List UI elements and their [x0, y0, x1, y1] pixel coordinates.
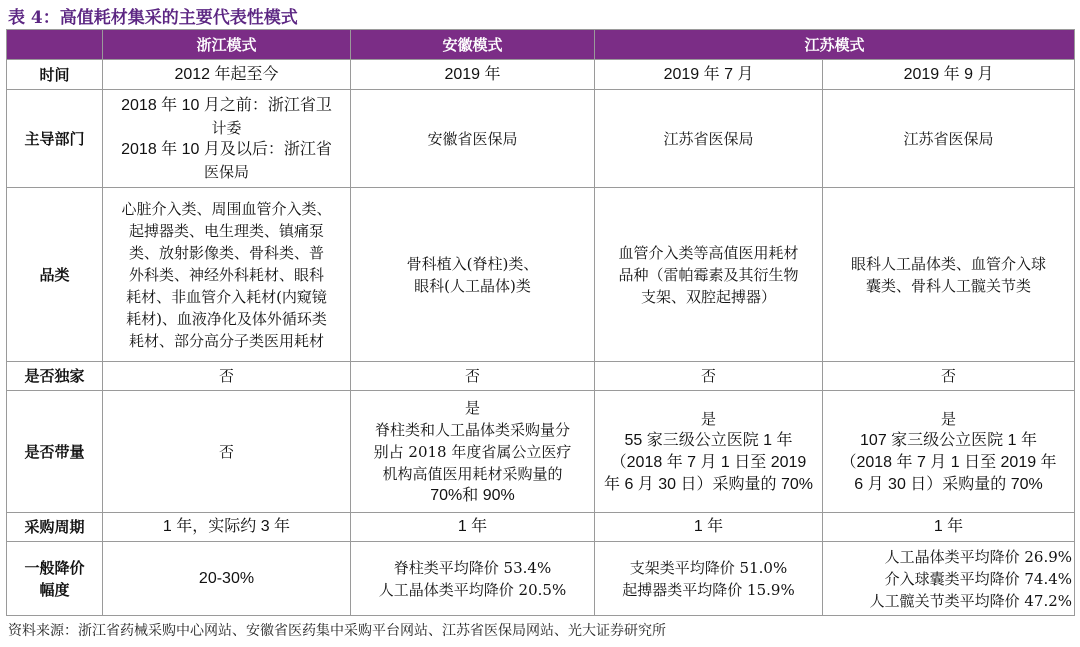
volume-jiangsu-sept-line: 是 [941, 409, 957, 428]
dept-zhejiang [103, 90, 351, 188]
row-label-price-line: 幅度 [39, 580, 70, 599]
category-jiangsu-july-line: 支架、双腔起搏器） [640, 287, 776, 306]
cycle-zhejiang: 1 年，实际约 3 年 [103, 513, 351, 542]
time-jiangsu-july: 2019 年 7 月 [595, 60, 823, 90]
dept-jiangsu-july: 江苏省医保局 [595, 90, 823, 188]
category-jiangsu-sept [823, 188, 1075, 362]
row-label-time: 时间 [7, 60, 103, 90]
volume-jiangsu-july [595, 391, 823, 513]
price-anhui-line: 人工晶体类平均降价 20.5% [378, 580, 567, 599]
dept-zhejiang-line: 医保局 [203, 162, 249, 181]
volume-jiangsu-sept-line: 107 家三级公立医院 1 年 [860, 431, 1037, 449]
category-anhui-line: 骨科植入(脊柱)类、 [406, 254, 539, 273]
price-anhui [351, 542, 595, 616]
category-jiangsu-july-line: 血管介入类等高值医用耗材 [618, 243, 799, 262]
category-anhui [351, 188, 595, 362]
price-jiangsu-july [595, 542, 823, 616]
cycle-jiangsu-sept: 1 年 [823, 513, 1075, 542]
table-title: 表 4：高值耗材集采的主要代表性模式 [8, 8, 298, 28]
dept-jiangsu-sept: 江苏省医保局 [823, 90, 1075, 188]
category-zhejiang-line: 耗材)、血液净化及体外循环类 [126, 309, 327, 328]
dept-zhejiang-line: 计委 [211, 118, 242, 137]
category-jiangsu-sept-line: 囊类、骨科人工髋关节类 [866, 276, 1032, 295]
exclusive-zhejiang: 否 [103, 362, 351, 391]
header-corner [7, 30, 103, 60]
dept-anhui: 安徽省医保局 [351, 90, 595, 188]
time-jiangsu-sept: 2019 年 9 月 [823, 60, 1075, 90]
category-zhejiang [103, 188, 351, 362]
collection-models-table [6, 29, 1075, 616]
volume-anhui-line: 脊柱类和人工晶体类采购量分 [374, 420, 570, 439]
volume-jiangsu-sept [823, 391, 1075, 513]
row-cycle [7, 513, 1075, 542]
exclusive-jiangsu-july: 否 [595, 362, 823, 391]
price-jiangsu-sept-line: 人工晶体类平均降价 26.9% [884, 547, 1073, 566]
source-note: 资料来源：浙江省药械采购中心网站、安徽省医药集中采购平台网站、江苏省医保局网站、光大证券研究所 [8, 623, 666, 639]
price-jiangsu-sept-line: 介入球囊类平均降价 74.4% [884, 569, 1073, 588]
exclusive-anhui: 否 [351, 362, 595, 391]
volume-anhui-line: 70%和 90% [430, 486, 515, 504]
price-jiangsu-july-line: 支架类平均降价 51.0% [629, 558, 788, 577]
row-label-price-line: 一般降价 [24, 558, 85, 577]
cycle-jiangsu-july: 1 年 [595, 513, 823, 542]
row-label-volume: 是否带量 [7, 391, 103, 513]
row-exclusive [7, 362, 1075, 391]
row-volume [7, 391, 1075, 513]
volume-jiangsu-july-line: 55 家三级公立医院 1 年 [624, 431, 793, 449]
header-zhejiang: 浙江模式 [103, 30, 351, 60]
category-zhejiang-line: 耗材、部分高分子类医用耗材 [128, 331, 324, 350]
time-zhejiang: 2012 年起至今 [103, 60, 351, 90]
price-jiangsu-sept-line: 人工髋关节类平均降价 47.2% [869, 591, 1073, 610]
price-jiangsu-sept [823, 542, 1075, 616]
category-zhejiang-line: 耗材、非血管介入耗材(内窥镜 [126, 287, 327, 306]
dept-zhejiang-line: 2018 年 10 月之前：浙江省卫 [121, 96, 332, 114]
volume-jiangsu-july-line: （2018 年 7 月 1 日至 2019 [610, 453, 807, 471]
volume-anhui-line: 是 [464, 398, 480, 417]
volume-anhui-line: 别占 2018 年度省属公立医疗 [373, 442, 572, 461]
category-zhejiang-line: 外科类、神经外科耗材、眼科 [128, 265, 324, 284]
category-jiangsu-july [595, 188, 823, 362]
volume-anhui [351, 391, 595, 513]
category-zhejiang-line: 起搏器类、电生理类、镇痛泵 [128, 221, 324, 240]
volume-jiangsu-sept-line: 6 月 30 日）采购量的 70% [854, 475, 1043, 493]
volume-jiangsu-july-line: 是 [700, 409, 716, 428]
exclusive-jiangsu-sept: 否 [823, 362, 1075, 391]
row-price [7, 542, 1075, 616]
category-anhui-line: 眼科(人工晶体)类 [414, 276, 531, 295]
row-label-cycle: 采购周期 [7, 513, 103, 542]
row-label-exclusive: 是否独家 [7, 362, 103, 391]
header-jiangsu: 江苏模式 [595, 30, 1075, 60]
category-zhejiang-line: 心脏介入类、周围血管介入类、 [121, 199, 332, 218]
row-label-category: 品类 [7, 188, 103, 362]
cycle-anhui: 1 年 [351, 513, 595, 542]
row-label-dept: 主导部门 [7, 90, 103, 188]
header-anhui: 安徽模式 [351, 30, 595, 60]
category-zhejiang-line: 类、放射影像类、骨科类、普 [128, 243, 324, 262]
row-time [7, 60, 1075, 90]
volume-anhui-line: 机构高值医用耗材采购量的 [382, 464, 563, 483]
price-jiangsu-july-line: 起搏器类平均降价 15.9% [622, 580, 795, 599]
volume-jiangsu-sept-line: （2018 年 7 月 1 日至 2019 年 [840, 453, 1057, 471]
volume-zhejiang: 否 [103, 391, 351, 513]
category-jiangsu-sept-line: 眼科人工晶体类、血管介入球 [851, 254, 1047, 273]
price-zhejiang: 20-30% [103, 542, 351, 616]
row-category [7, 188, 1075, 362]
header-row [7, 30, 1075, 60]
category-jiangsu-july-line: 品种（雷帕霉素及其衍生物 [618, 265, 799, 284]
row-label-price [7, 542, 103, 616]
time-anhui: 2019 年 [351, 60, 595, 90]
volume-jiangsu-july-line: 年 6 月 30 日）采购量的 70% [604, 475, 813, 493]
dept-zhejiang-line: 2018 年 10 月及以后：浙江省 [121, 140, 332, 158]
row-dept [7, 90, 1075, 188]
price-anhui-line: 脊柱类平均降价 53.4% [393, 558, 552, 577]
